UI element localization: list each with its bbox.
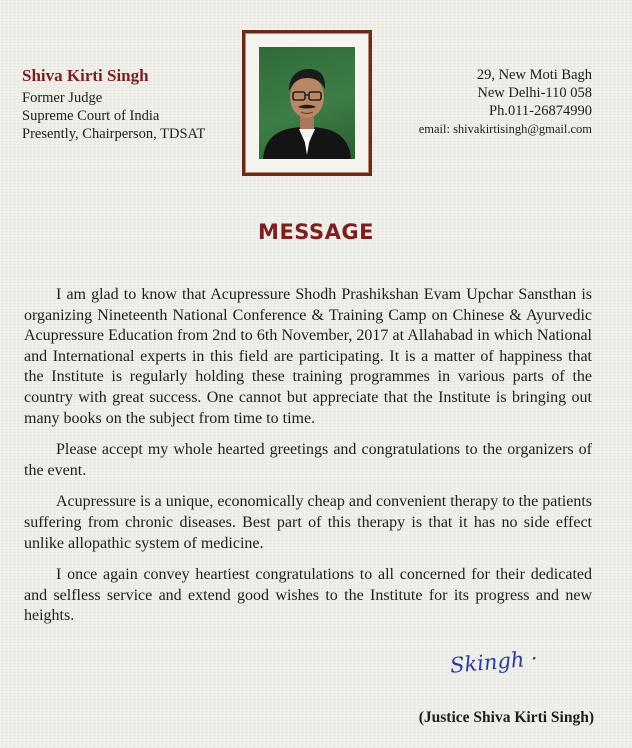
phone-number: Ph.011-26874990 <box>489 103 592 119</box>
signature-scribble: Skingh <box>449 647 526 678</box>
paragraph-4: I once again convey heartiest congratulations to all concerned for their dedicated and selfless service and extend good wishes to the Institute for its progress and new heights. <box>24 566 592 625</box>
address-block <box>419 66 592 138</box>
sender-block <box>22 66 205 143</box>
signer-name: (Justice Shiva Kirti Singh) <box>418 709 594 726</box>
portrait-photo <box>259 47 355 159</box>
paragraph-3: Acupressure is a unique, economically cheap and convenient therapy to the patients suffering from chronic diseases. Best part of this therapy is that it has no side effect unlike allopathic system of medicine. <box>24 493 592 552</box>
handwritten-signature <box>449 646 538 678</box>
sender-name: Shiva Kirti Singh <box>22 66 149 85</box>
sender-court: Supreme Court of India <box>22 108 160 124</box>
signature-dot: · <box>523 646 539 672</box>
paragraph-2: Please accept my whole hearted greetings and congratulations to the organizers of the event. <box>24 441 592 479</box>
paragraph-1: I am glad to know that Acupressure Shodh Prashikshan Evam Upchar Sansthan is organizing Nineteenth National Conference & Training Camp on Chinese & Ayurvedic Acupressure Education from 2nd to 6th November, 2017 at Allahabad in which National and International experts in this field are participating. It is a matter of happiness that the Institute is regularly holding these training programmes in various parts of the country with great success. One cannot but appreciate that the Institute is bringing out many books on the subject from time to time. <box>24 286 592 427</box>
message-body <box>24 285 592 638</box>
address-line-2: New Delhi-110 058 <box>477 85 592 101</box>
portrait-frame <box>242 30 372 176</box>
message-title: MESSAGE <box>258 220 374 244</box>
sender-current-role: Presently, Chairperson, TDSAT <box>22 126 206 142</box>
email-address: email: shivakirtisingh@gmail.com <box>418 122 592 136</box>
sender-designation: Former Judge <box>22 90 103 106</box>
portrait-figure <box>259 47 355 159</box>
address-line-1: 29, New Moti Bagh <box>476 67 592 83</box>
